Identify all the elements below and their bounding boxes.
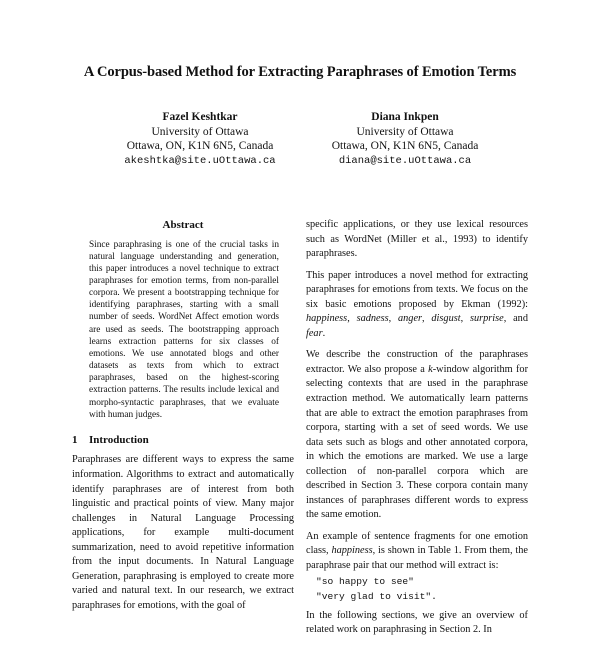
example-phrase-1: "so happy to see" [316,575,414,587]
author-block-2 [285,110,525,168]
author-email: akeshtka@site.uOttawa.ca [124,154,276,167]
example-phrases [306,574,528,604]
introduction-paragraph: Paraphrases are different ways to express the same information. Algorithms to extract and automatically identify paraphrases are of interest from both linguistic and practical points of view. Many major challenges in Natural Language Processing applications, for example multi-document summarization, need to avoid repetitive information from the input documents. In Natural Language Generation, paraphrasing is employed to create more varied and natural text. In our research, we extract paraphrases for emotions, with the goal of [72,454,294,611]
author-address: Ottawa, ON, K1N 6N5, Canada [126,140,274,152]
author-affiliation: University of Ottawa [151,125,249,138]
paper-title: A Corpus-based Method for Extracting Paraphrases of Emotion Terms [83,64,517,80]
example-phrase-2: "very glad to visit". [316,590,437,602]
paragraph-overview: In the following sections, we give an overview of related work on paraphrasing in Section 2. In [306,609,528,636]
right-column [306,218,528,645]
paragraph-example: An example of sentence fragments for one emotion class, happiness, is shown in Table 1. From them, the paraphrase pair that our method will extract is: [306,530,528,572]
paragraph-continued: specific applications, or they use lexical resources such as WordNet (Miller et al., 1993) to identify paraphrases. [306,219,528,260]
paragraph-construction: We describe the construction of the paraphrases extractor. We also propose a k-window algorithm for selecting contexts that are used in the paraphrase extraction method. We automatically learn patterns that are able to extract the emotion paraphrases from corpora, starting with a set of seed words. We use data sets such as blogs and other annotated corpora, in which the emotions are marked. We use a large collection of non-parallel corpora which are described in Section 3. These corpora contain many instances of paraphrases different words to express the same emotion. [306,349,528,521]
section-heading-introduction [72,433,294,448]
author-name: Diana Inkpen [371,111,439,123]
author-name: Fazel Keshtkar [162,111,238,123]
section-number: 1 [72,433,78,446]
abstract-text: Since paraphrasing is one of the crucial tasks in natural language understanding and generation, this paper introduces a novel technique to extract paraphrases for emotion terms, from non-parallel corpora. We present a bootstrapping technique for identifying paraphrases, starting with a small number of seeds. WordNet Affect emotion words are used as seeds. The bootstrapping approach learns extraction patterns for six classes of emotions. We use annotated blogs and other datasets as texts from which to extract paraphrases, based on the highest-scoring extraction patterns. The results include lexical and morpho-syntactic paraphrases, that we evaluate with human judges. [89,239,279,420]
left-column [72,218,294,620]
author-block-1 [80,110,320,168]
author-address: Ottawa, ON, K1N 6N5, Canada [331,140,479,152]
section-title: Introduction [89,433,149,446]
paragraph-method-intro: This paper introduces a novel method for extracting paraphrases for emotions from texts. We focus on the six basic emotions proposed by Ekman (1992): happiness, sadness, anger, disgust, surprise, and fear. [306,269,528,339]
abstract-heading: Abstract [162,219,204,231]
author-affiliation: University of Ottawa [356,125,454,138]
author-email: diana@site.uOttawa.ca [338,154,472,167]
